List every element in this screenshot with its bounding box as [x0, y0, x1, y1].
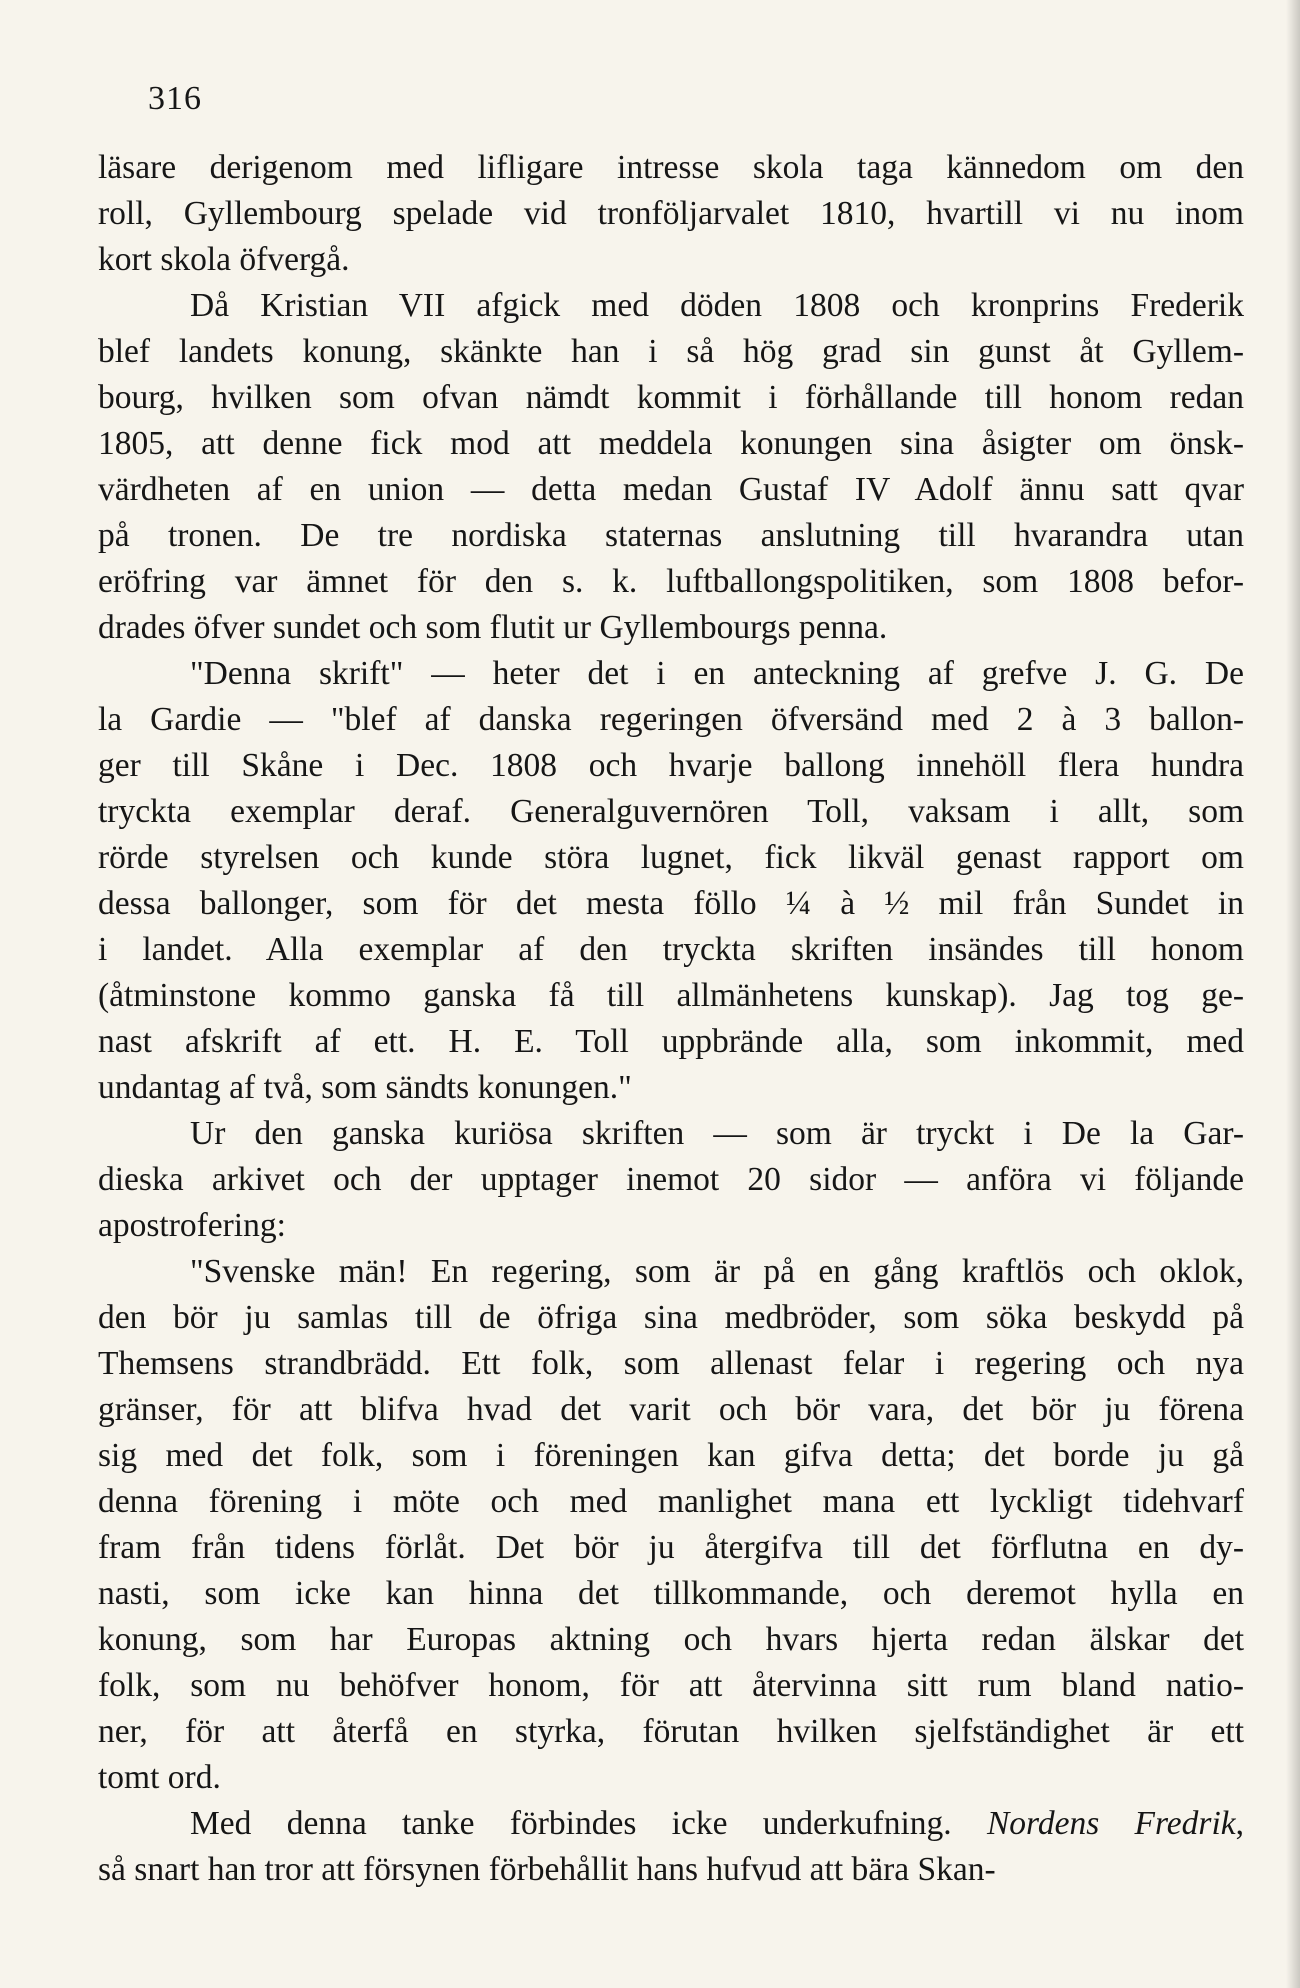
text-line: folk, som nu behöfver honom, för att återvinna sitt rum bland natio- [98, 1667, 1244, 1704]
text-line: 1805, att denne fick mod att meddela konungen sina åsigter om önsk- [98, 425, 1244, 462]
text-line: tryckta exemplar deraf. Generalguvernören Toll, vaksam i allt, som [98, 793, 1244, 830]
text-line: ner, för att återfå en styrka, förutan hvilken sjelfständighet är ett [98, 1713, 1244, 1750]
text-line: värdheten af en union — detta medan Gustaf IV Adolf ännu satt qvar [98, 471, 1244, 508]
text-line: i landet. Alla exemplar af den tryckta skriften insändes till honom [98, 931, 1244, 968]
text-line: sig med det folk, som i föreningen kan gifva detta; det borde ju gå [98, 1437, 1244, 1474]
text-line: Ur den ganska kuriösa skriften — som är tryckt i De la Gar- [190, 1115, 1244, 1152]
text-line: "Svenske män! En regering, som är på en gång kraftlös och oklok, [190, 1253, 1244, 1290]
text-line: (åtminstone kommo ganska få till allmänhetens kunskap). Jag tog ge- [98, 977, 1244, 1014]
text-line: la Gardie — "blef af danska regeringen öfversänd med 2 à 3 ballon- [98, 701, 1244, 738]
text-line: dieska arkivet och der upptager inemot 20 sidor — anföra vi följande [98, 1161, 1244, 1198]
text-line: kort skola öfvergå. [98, 241, 350, 278]
text-line: bourg, hvilken som ofvan nämdt kommit i förhållande till honom redan [98, 379, 1244, 416]
text-line: apostrofering: [98, 1207, 286, 1244]
text-line: konung, som har Europas aktning och hvars hjerta redan älskar det [98, 1621, 1244, 1658]
text-line: på tronen. De tre nordiska staternas anslutning till hvarandra utan [98, 517, 1244, 554]
body-text [98, 145, 1244, 1893]
text-line-closing: så snart han tror att försynen förbehållit hans hufvud att bära Skan- [98, 1851, 996, 1888]
text-span: Med denna tanke förbindes icke underkufning. [190, 1805, 952, 1842]
text-line: rörde styrelsen och kunde störa lugnet, fick likväl genast rapport om [98, 839, 1244, 876]
text-line: gränser, för att blifva hvad det varit och bör vara, det bör ju förena [98, 1391, 1244, 1428]
text-line: denna förening i möte och med manlighet mana ett lyckligt tidehvarf [98, 1483, 1244, 1520]
text-line: Themsens strandbrädd. Ett folk, som allenast felar i regering och nya [98, 1345, 1244, 1382]
text-line: tomt ord. [98, 1759, 221, 1796]
text-line: blef landets konung, skänkte han i så hög grad sin gunst åt Gyllem- [98, 333, 1244, 370]
text-line: läsare derigenom med lifligare intresse skola taga kännedom om den [98, 149, 1244, 186]
text-line: Då Kristian VII afgick med döden 1808 och kronprins Frederik [190, 287, 1244, 324]
text-line: nast afskrift af ett. H. E. Toll uppbrände alla, som inkommit, med [98, 1023, 1244, 1060]
page-number: 316 [148, 80, 202, 117]
text-line: undantag af två, som sändts konungen." [98, 1069, 632, 1106]
text-line-final-paragraph [98, 1801, 1244, 1847]
italic-name: Nordens Fredrik [986, 1805, 1236, 1842]
page-edge-shadow [1286, 0, 1300, 1988]
text-line: eröfring var ämnet för den s. k. luftballongspolitiken, som 1808 befor- [98, 563, 1244, 600]
text-line: den bör ju samlas till de öfriga sina medbröder, som söka beskydd på [98, 1299, 1244, 1336]
text-line: nasti, som icke kan hinna det tillkommande, och deremot hylla en [98, 1575, 1244, 1612]
text-line: "Denna skrift" — heter det i en anteckning af grefve J. G. De [190, 655, 1244, 692]
text-span: , [1235, 1805, 1245, 1842]
text-line: fram från tidens förlåt. Det bör ju återgifva till det förflutna en dy- [98, 1529, 1244, 1566]
text-line: ger till Skåne i Dec. 1808 och hvarje ballong innehöll flera hundra [98, 747, 1244, 784]
text-line: roll, Gyllembourg spelade vid tronföljarvalet 1810, hvartill vi nu inom [98, 195, 1244, 232]
text-line: drades öfver sundet och som flutit ur Gyllembourgs penna. [98, 609, 888, 646]
text-line: dessa ballonger, som för det mesta föllo ¼ à ½ mil från Sundet in [98, 885, 1244, 922]
